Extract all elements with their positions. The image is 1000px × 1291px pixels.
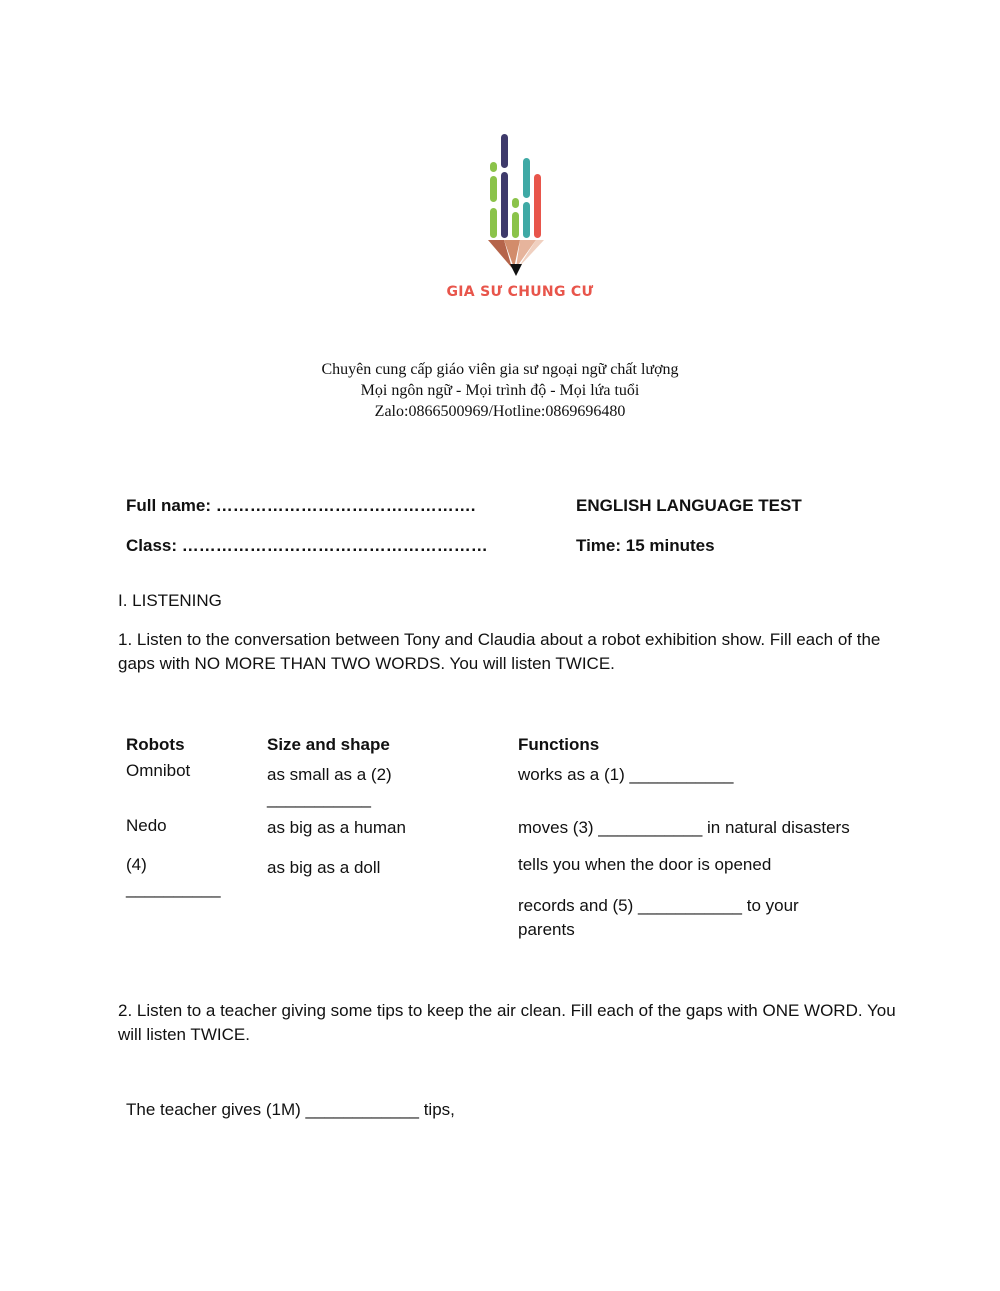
brand-name: GIA SƯ CHUNG CƯ: [446, 284, 594, 300]
fullname-field: Full name: ……………………………………….: [126, 496, 476, 515]
tagline-1: Chuyên cung cấp giáo viên gia sư ngoại ngữ chất lượng: [321, 361, 679, 378]
size-nedo: as big as a human: [267, 818, 406, 837]
function-nedo: moves (3) ___________ in natural disasters: [518, 818, 850, 837]
class-field: Class: ………………………………………………: [126, 536, 488, 555]
tagline-2: Mọi ngôn ngữ - Mọi trình độ - Mọi lứa tuổi: [360, 382, 640, 399]
function-omnibot: works as a (1) ___________: [518, 765, 734, 784]
function-robot-4-a: tells you when the door is opened: [518, 855, 772, 874]
robot-nedo: Nedo: [126, 816, 167, 835]
section-title: I. LISTENING: [118, 591, 222, 610]
header-size: Size and shape: [267, 735, 390, 754]
robot-4: (4) __________: [126, 855, 221, 898]
size-omnibot: as small as a (2) ___________: [267, 765, 392, 808]
q2-instructions: 2. Listen to a teacher giving some tips to keep the air clean. Fill each of the gaps with ONE WORD. You will listen TWICE.: [118, 1001, 896, 1044]
q2-line: The teacher gives (1M) ____________ tips,: [126, 1100, 455, 1119]
q1-instructions: 1. Listen to the conversation between Tony and Claudia about a robot exhibition show. Fill each of the gaps with NO MORE THAN TWO WORDS. You will listen TWICE.: [118, 630, 881, 673]
function-robot-4-b: records and (5) ___________ to your parents: [518, 896, 799, 939]
logo: [440, 128, 600, 308]
time-limit: Time: 15 minutes: [576, 536, 715, 555]
robot-omnibot: Omnibot: [126, 761, 191, 780]
header-robots: Robots: [126, 735, 185, 754]
test-title: ENGLISH LANGUAGE TEST: [576, 496, 802, 515]
header-functions: Functions: [518, 735, 600, 754]
contact-line: Zalo:0866500969/Hotline:0869696480: [374, 403, 626, 420]
pencil-logo-icon: [440, 128, 600, 278]
size-robot-4: as big as a doll: [267, 858, 381, 877]
